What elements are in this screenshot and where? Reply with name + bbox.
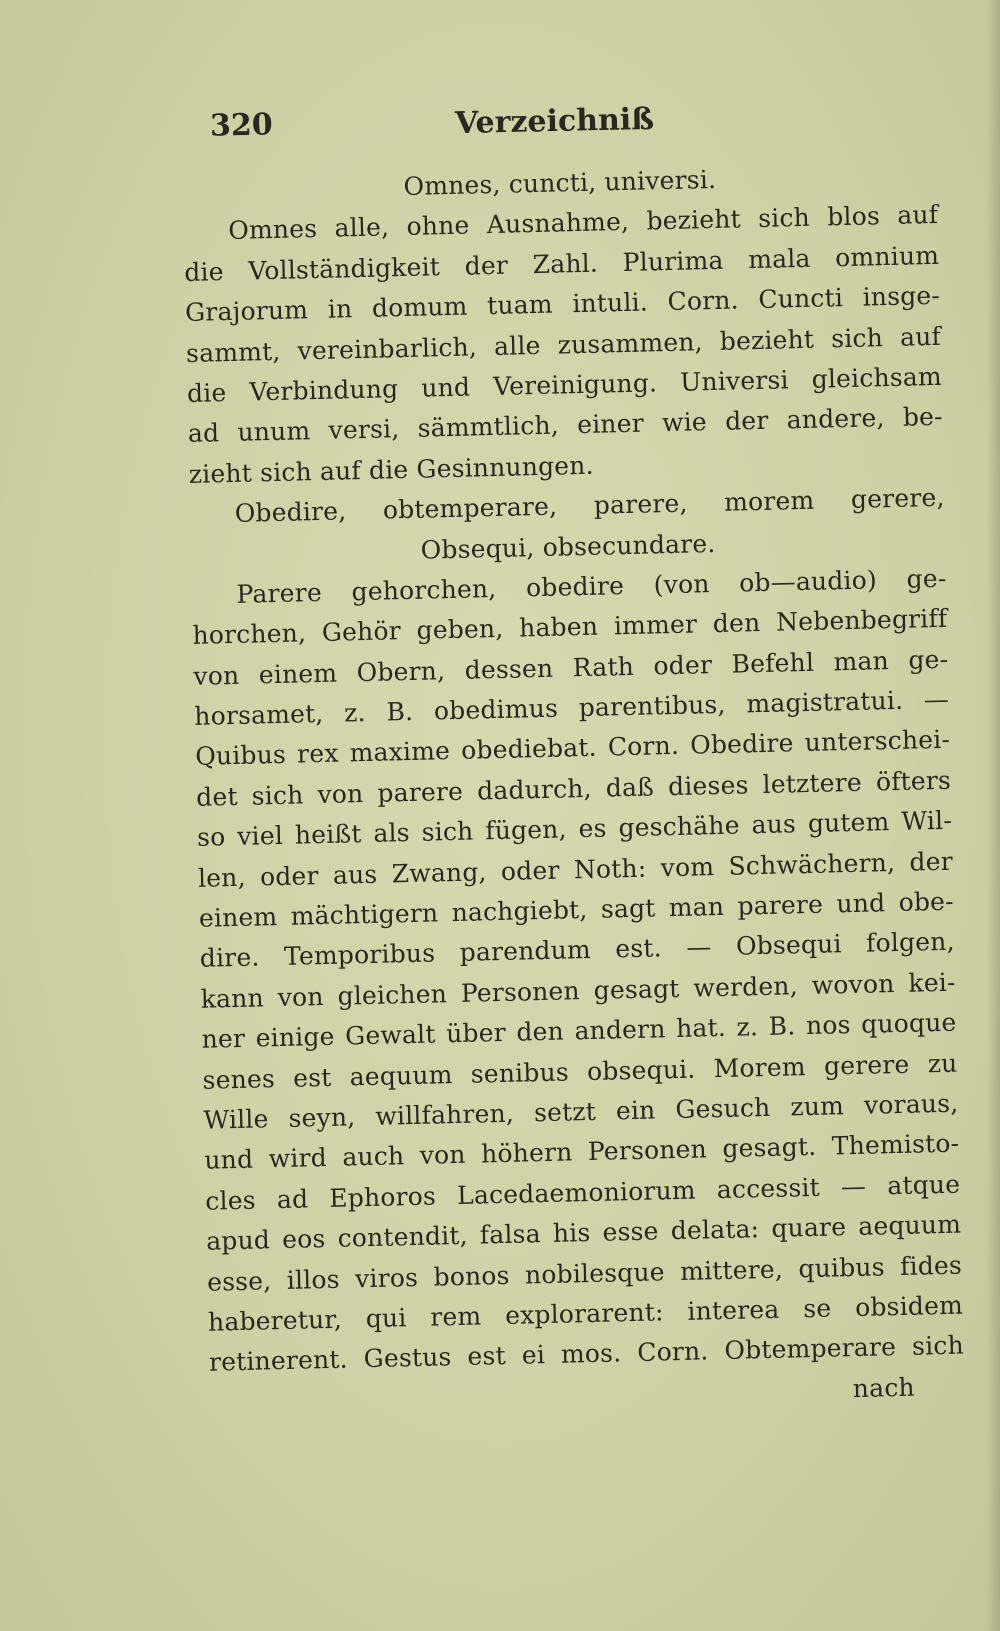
text-line: dire. Temporibus parendum est. — Obsequi folgen, [199,927,955,974]
text-line: horsamet, z. B. obedimus parentibus, magistratui. — [194,684,950,731]
text-line: Wille seyn, willfahren, setzt ein Gesuch zum voraus, [203,1088,959,1135]
text-line: det sich von parere dadurch, daß dieses letztere öfters [195,765,952,812]
text-line: und wird auch von höhern Personen gesagt. Themisto- [204,1128,960,1176]
section-heading: Omnes, cuncti, universi. [403,164,717,201]
text-line: die Vollständigkeit der Zahl. Plurima mala omnium [183,240,940,287]
text-line: zieht sich auf die Gesinnungen. [188,450,595,489]
text-line: len, oder aus Zwang, oder Noth: vom Schwächern, der [197,846,954,893]
page-edge-shadow [986,0,1000,1631]
text-line: die Verbindung und Vereinigung. Universi gleichsam [186,361,943,408]
text-line: senes est aequum senibus obsequi. Morem gerere zu [202,1048,958,1095]
page-number: 320 [209,107,273,144]
text-line: ner einige Gewalt über den andern hat. z. B. nos quoque [201,1007,957,1054]
catchword: nach [852,1372,916,1403]
text-line: horchen, Gehör geben, haben immer den Nebenbegriff [192,604,948,651]
text-line: esse, illos viros bonos nobilesque mittere, quibus fides [206,1250,963,1297]
section-heading: Obsequi, obsecundare. [420,528,716,565]
text-line: Parere gehorchen, obedire (von ob—audio) ge- [236,563,947,609]
section-heading: Obedire, obtemperare, parere, morem gerere, [234,482,945,529]
running-head: Verzeichniß [454,101,655,142]
text-line: cles ad Ephoros Lacedaemoniorum accessit — atque [205,1169,961,1216]
body-text [182,155,965,1424]
text-line: kann von gleichen Personen gesagt werden, wovon kei- [200,967,956,1014]
text-line: Grajorum in domum tuam intuli. Corn. Cuncti insge- [184,281,941,328]
text-line: einem mächtigern nachgiebt, sagt man parere und obe- [198,886,955,933]
text-line: retinerent. Gestus est ei mos. Corn. Obtemperare sich [208,1330,965,1378]
text-line: Quibus rex maxime obediebat. Corn. Obedire unterschei- [194,725,951,772]
text-line: Omnes alle, ohne Ausnahme, bezieht sich blos auf [228,200,939,246]
text-line: von einem Obern, dessen Rath oder Befehl man ge- [193,644,949,691]
text-line: sammt, vereinbarlich, alle zusammen, bezieht sich auf [185,321,942,368]
page-header [200,100,840,150]
text-line: ad unum versi, sämmtlich, einer wie der andere, be- [187,402,944,449]
text-line: apud eos contendit, falsa his esse delata: quare aequum [205,1209,962,1256]
text-line: so viel heißt als sich fügen, es geschähe aus gutem Wil- [196,805,953,853]
text-line: haberetur, qui rem explorarent: interea se obsidem [207,1290,964,1337]
